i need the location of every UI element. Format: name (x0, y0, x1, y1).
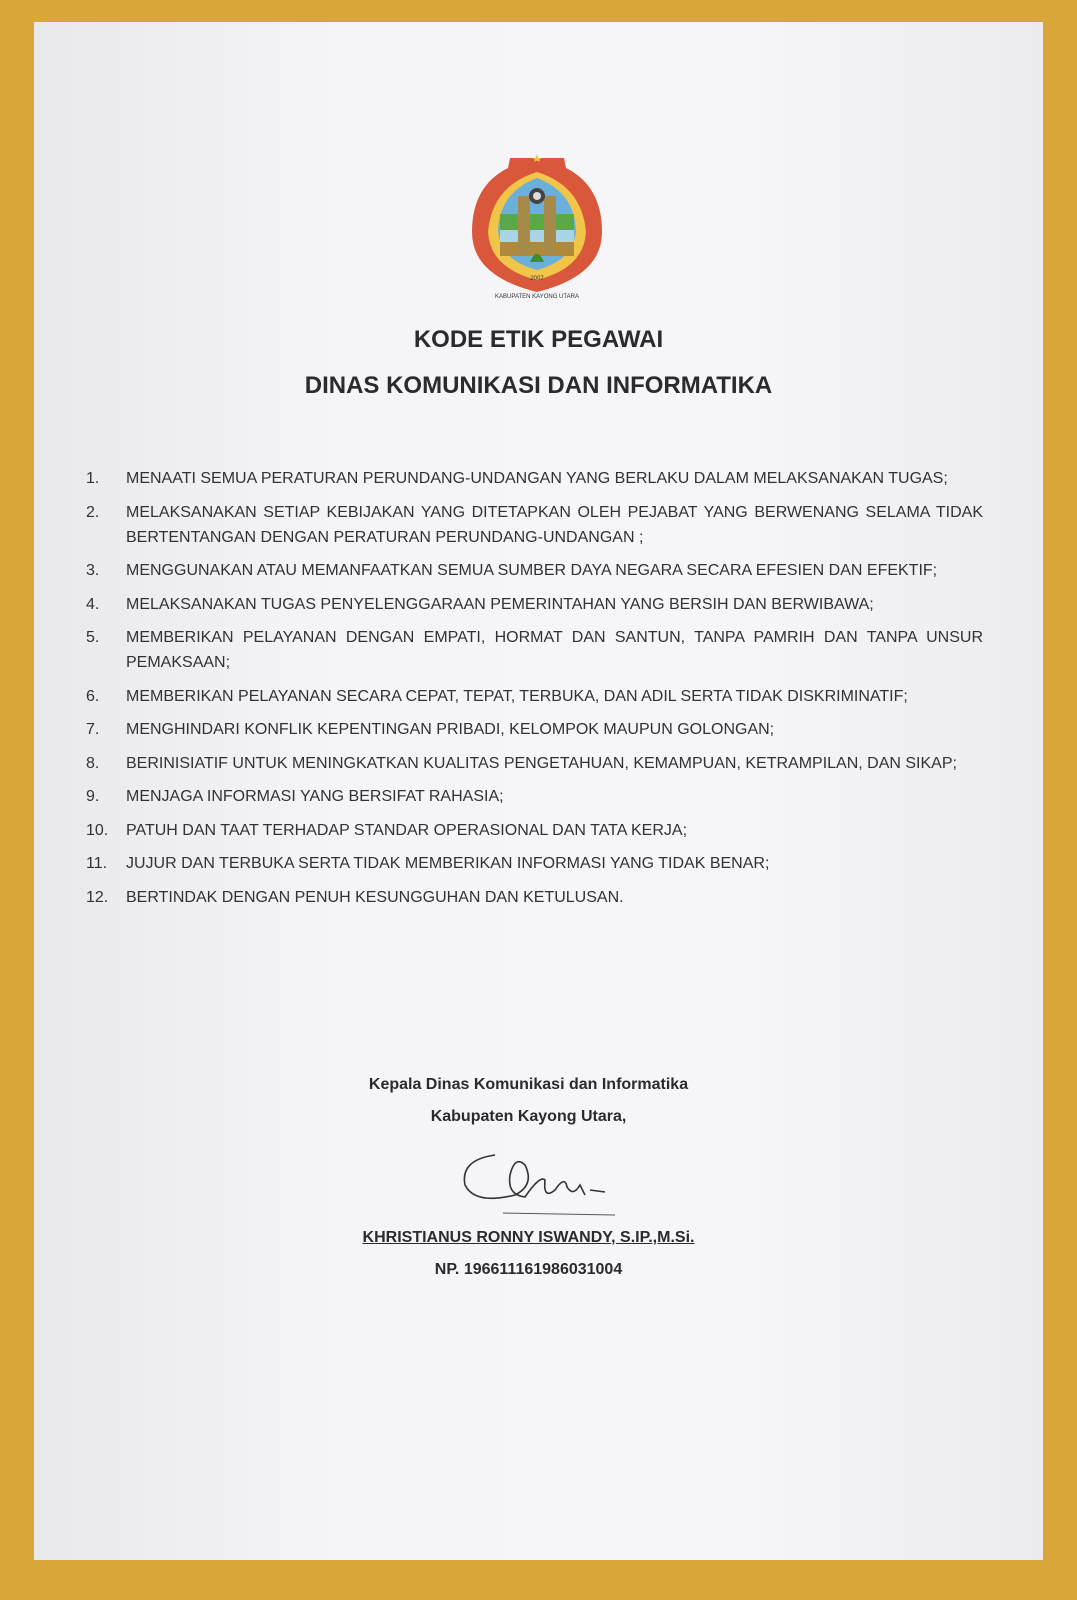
list-item-number: 1. (86, 470, 100, 487)
list-item (86, 558, 983, 583)
list-item (86, 625, 983, 675)
signatory-employee-number: NP. 196611161986031004 (434, 1261, 623, 1278)
signatory-position: Kepala Dinas Komunikasi dan Informatika (368, 1076, 689, 1093)
list-item-text: PATUH DAN TAAT TERHADAP STANDAR OPERASIONAL DAN TATA KERJA; (126, 821, 688, 839)
list-item-number: 9. (86, 788, 100, 805)
list-item-number: 4. (86, 595, 100, 613)
list-item-number: 10. (86, 821, 109, 839)
list-item-number: 6. (86, 687, 100, 705)
svg-text:KABUPATEN KAYONG UTARA: KABUPATEN KAYONG UTARA (495, 294, 579, 300)
list-item (86, 851, 983, 876)
list-item (86, 751, 983, 776)
list-item (86, 592, 983, 617)
signatory-name: KHRISTIANUS RONNY ISWANDY, S.IP.,M.Si. (362, 1229, 695, 1246)
list-item (86, 684, 983, 709)
svg-text:2007: 2007 (530, 276, 544, 282)
signatory-region: Kabupaten Kayong Utara, (430, 1108, 627, 1125)
list-item-text: MELAKSANAKAN TUGAS PENYELENGGARAAN PEMERINTAHAN YANG BERSIH DAN BERWIBAWA; (126, 595, 874, 613)
list-item-number: 7. (86, 721, 100, 738)
list-item-text: BERTINDAK DENGAN PENUH KESUNGGUHAN DAN KETULUSAN. (126, 888, 624, 906)
code-of-ethics-list (86, 466, 983, 918)
kabupaten-kayong-utara-emblem (470, 152, 604, 300)
list-item (86, 466, 983, 491)
list-item-text: MENGHINDARI KONFLIK KEPENTINGAN PRIBADI, KELOMPOK MAUPUN GOLONGAN; (126, 721, 775, 738)
list-item-text: MEMBERIKAN PELAYANAN DENGAN EMPATI, HORMAT DAN SANTUN, TANPA PAMRIH DAN TANPA UNSUR PEMAKSAAN; (126, 629, 983, 671)
list-item-text: MELAKSANAKAN SETIAP KEBIJAKAN YANG DITETAPKAN OLEH PEJABAT YANG BERWENANG SELAMA TIDAK BERTENTANGAN DENGAN PERATURAN PERUNDANG-UNDANGAN ; (126, 503, 983, 546)
handwritten-signature (455, 1135, 625, 1225)
list-item-number: 11. (86, 855, 108, 872)
list-item-text: MENAATI SEMUA PERATURAN PERUNDANG-UNDANGAN YANG BERLAKU DALAM MELAKSANAKAN TUGAS; (126, 470, 948, 487)
list-item-number: 5. (86, 629, 100, 646)
list-item (86, 818, 983, 843)
list-item-text: MENJAGA INFORMASI YANG BERSIFAT RAHASIA; (126, 788, 504, 805)
list-item-text: MENGGUNAKAN ATAU MEMANFAATKAN SEMUA SUMBER DAYA NEGARA SECARA EFESIEN DAN EFEKTIF; (126, 562, 938, 579)
list-item (86, 885, 983, 910)
list-item-number: 2. (86, 503, 100, 521)
list-item-text: BERINISIATIF UNTUK MENINGKATKAN KUALITAS PENGETAHUAN, KEMAMPUAN, KETRAMPILAN, DAN SIKAP; (126, 754, 957, 772)
list-item (86, 784, 983, 809)
list-item-number: 12. (86, 888, 109, 906)
list-item-number: 8. (86, 754, 100, 772)
document-title: KODE ETIK PEGAWAI (413, 326, 664, 353)
list-item (86, 717, 983, 742)
list-item-text: MEMBERIKAN PELAYANAN SECARA CEPAT, TEPAT, TERBUKA, DAN ADIL SERTA TIDAK DISKRIMINATIF; (126, 687, 908, 705)
list-item-number: 3. (86, 562, 100, 579)
list-item (86, 500, 983, 550)
document-subtitle: DINAS KOMUNIKASI DAN INFORMATIKA (304, 372, 773, 399)
list-item-text: JUJUR DAN TERBUKA SERTA TIDAK MEMBERIKAN INFORMASI YANG TIDAK BENAR; (126, 855, 770, 872)
